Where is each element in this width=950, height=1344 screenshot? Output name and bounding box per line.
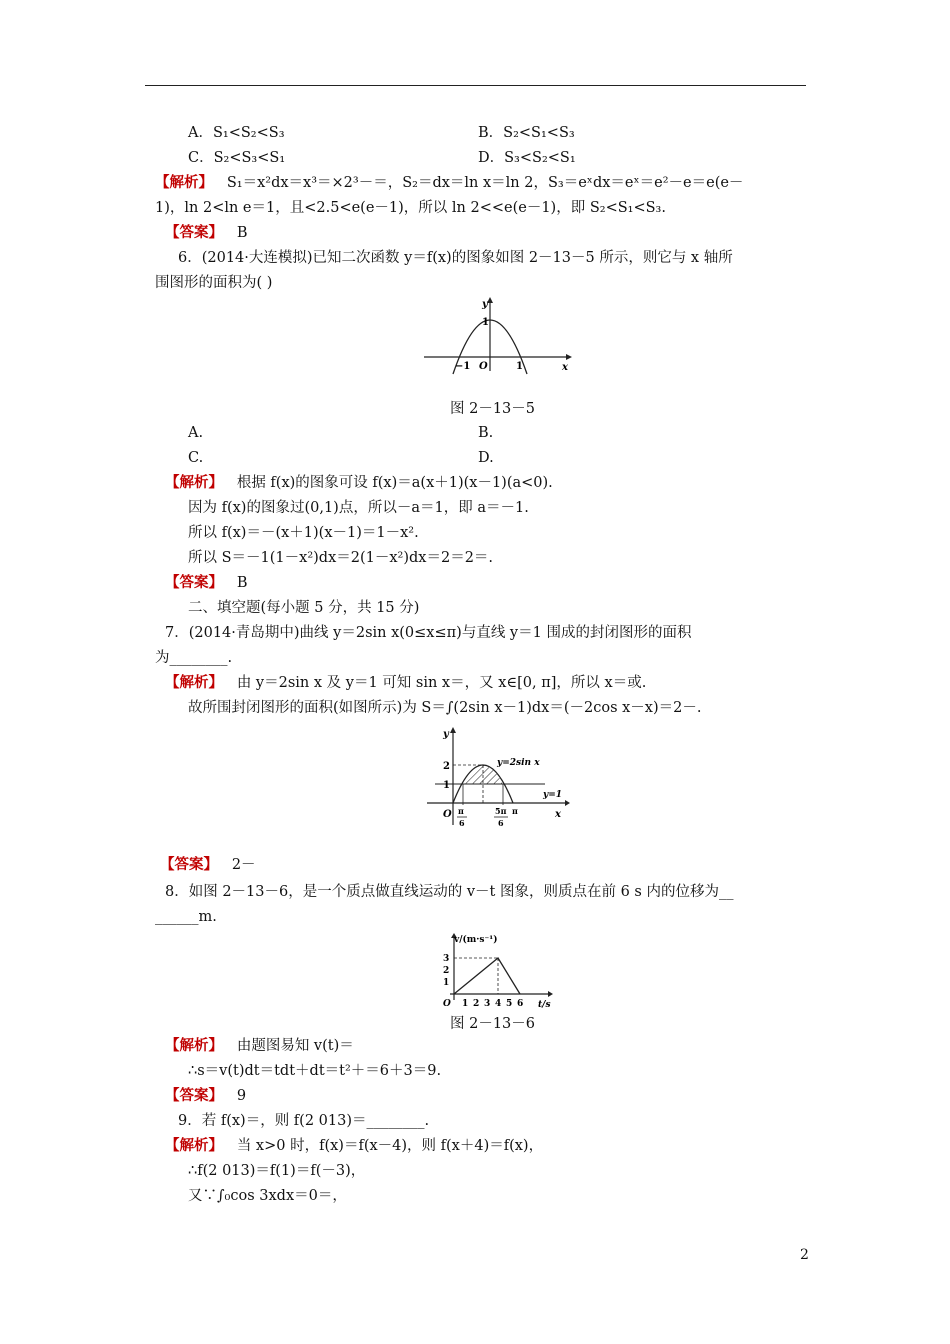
fivepi6-denominator: 6 bbox=[498, 818, 504, 828]
tick-top: 1 bbox=[482, 317, 489, 328]
q7-analysis-text-1: 由 y＝2sin x 及 y＝1 可知 sin x＝，又 x∈[0, π]，所以 x＝或. bbox=[236, 675, 647, 691]
v-tick-2: 2 bbox=[443, 966, 450, 976]
tick-1: 1 bbox=[443, 780, 450, 791]
q6-option-a: A. bbox=[188, 425, 204, 441]
q8-answer bbox=[165, 1087, 246, 1105]
q5-analysis-line-2: 1)，ln 2<ln e＝1，且<2.5<e(e－1)，所以 ln 2<<e(e－1)，即 S₂<S₁<S₃. bbox=[155, 200, 666, 216]
q6-analysis-text-1: 根据 f(x)的图象可设 f(x)＝a(x＋1)(x－1)(a<0). bbox=[236, 475, 553, 491]
q5-option-b: B．S₂<S₁<S₃ bbox=[478, 125, 575, 141]
x-axis-label: x bbox=[562, 362, 568, 373]
y-axis-arrow bbox=[450, 727, 456, 733]
t-tick-1: 1 bbox=[462, 999, 469, 1009]
q6-answer-value: B bbox=[236, 575, 248, 591]
q6-option-d: D. bbox=[478, 450, 494, 466]
q5-analysis-text-1: S₁＝x²dx＝x³＝×2³－＝，S₂＝dx＝ln x＝ln 2，S₃＝eˣdx＝eˣ＝e²－e＝e(e－ bbox=[226, 175, 744, 191]
analysis-tag: 【解析】 bbox=[165, 1037, 223, 1054]
q7-stem-line-1: 7．(2014·青岛期中)曲线 y＝2sin x(0≤x≤π)与直线 y＝1 围成的封闭图形的面积 bbox=[165, 625, 692, 641]
answer-tag: 【答案】 bbox=[160, 856, 218, 873]
q6-answer bbox=[165, 574, 247, 592]
velocity-line bbox=[454, 958, 520, 994]
origin-label: O bbox=[479, 361, 488, 372]
y-axis-label: y bbox=[482, 299, 488, 310]
q6-stem-line-1: 6．(2014·大连模拟)已知二次函数 y＝f(x)的图象如图 2－13－5 所示，则它与 x 轴所 bbox=[178, 250, 733, 266]
q7-analysis-line-1 bbox=[165, 674, 646, 692]
q7-answer bbox=[160, 856, 256, 874]
q9-analysis-line-2: ∴f(2 013)＝f(1)＝f(－3)， bbox=[188, 1163, 366, 1179]
q7-stem-line-2: 为________. bbox=[155, 650, 233, 666]
x-axis-arrow bbox=[566, 354, 572, 360]
q9-analysis-text-1: 当 x>0 时，f(x)＝f(x－4)，则 f(x＋4)＝f(x)， bbox=[236, 1138, 544, 1154]
y-axis-arrow bbox=[487, 297, 493, 303]
q8-analysis-text-1: 由题图易知 v(t)＝ bbox=[236, 1038, 354, 1054]
pi-label: π bbox=[512, 806, 518, 816]
v-axis-label: v/(m·s⁻¹) bbox=[454, 935, 498, 945]
q5-option-d: D．S₃<S₂<S₁ bbox=[478, 150, 576, 166]
section-title: 二、填空题(每小题 5 分，共 15 分) bbox=[188, 600, 420, 616]
y-axis-label: y bbox=[443, 729, 449, 740]
answer-tag: 【答案】 bbox=[165, 224, 223, 241]
q6-figure-caption: 图 2－13－5 bbox=[450, 401, 536, 417]
q8-figure-caption: 图 2－13－6 bbox=[450, 1016, 536, 1032]
q6-analysis-line-1 bbox=[165, 474, 553, 492]
q6-analysis-line-4: 所以 S＝－1(1－x²)dx＝2(1－x²)dx＝2＝2＝. bbox=[188, 550, 494, 566]
line-label: y=1 bbox=[543, 790, 563, 800]
q6-option-c: C. bbox=[188, 450, 204, 466]
q6-parabola-svg bbox=[420, 295, 572, 375]
x-axis-label: x bbox=[555, 809, 561, 820]
q6-option-b: B. bbox=[478, 425, 494, 441]
answer-tag: 【答案】 bbox=[165, 574, 223, 591]
header-rule bbox=[145, 85, 806, 86]
q7-answer-value: 2－ bbox=[231, 857, 256, 873]
curve-label: y=2sin x bbox=[497, 758, 540, 768]
v-tick-3: 3 bbox=[443, 954, 450, 964]
t-tick-6: 6 bbox=[517, 999, 524, 1009]
pi6-numerator: π bbox=[458, 806, 464, 816]
q5-answer-value: B bbox=[236, 225, 248, 241]
t-axis-label: t/s bbox=[538, 1000, 551, 1010]
q6-parabola-figure bbox=[420, 295, 572, 375]
q8-vt-svg bbox=[440, 930, 558, 1010]
tick-2: 2 bbox=[443, 761, 450, 772]
q8-vt-figure bbox=[440, 930, 558, 1010]
q8-stem-line-1: 8．如图 2－13－6，是一个质点做直线运动的 v－t 图象，则质点在前 6 s 内的位移为__ bbox=[165, 884, 734, 900]
analysis-tag: 【解析】 bbox=[165, 1137, 223, 1154]
q5-analysis-line-1 bbox=[155, 174, 743, 192]
q8-analysis-line-2: ∴s＝v(t)dt＝tdt＋dt＝t²＋＝6＋3＝9. bbox=[188, 1063, 442, 1079]
q9-analysis-line-1 bbox=[165, 1137, 543, 1155]
q8-answer-value: 9 bbox=[236, 1088, 247, 1104]
tick-left: −1 bbox=[455, 361, 471, 372]
analysis-tag: 【解析】 bbox=[165, 474, 223, 491]
q6-analysis-line-3: 所以 f(x)＝－(x＋1)(x－1)＝1－x². bbox=[188, 525, 419, 541]
q5-answer bbox=[165, 224, 247, 242]
t-tick-4: 4 bbox=[495, 999, 502, 1009]
q5-option-a: A．S₁<S₂<S₃ bbox=[188, 125, 285, 141]
q8-analysis-line-1 bbox=[165, 1037, 354, 1055]
tick-right: 1 bbox=[516, 361, 523, 372]
fivepi6-numerator: 5π bbox=[495, 806, 507, 816]
analysis-tag: 【解析】 bbox=[155, 174, 213, 191]
q8-stem-line-2: ______m. bbox=[155, 909, 217, 925]
q9-analysis-line-3: 又∵∫₀cos 3xdx＝0＝， bbox=[188, 1188, 347, 1204]
pi6-denominator: 6 bbox=[459, 818, 465, 828]
t-tick-5: 5 bbox=[506, 999, 513, 1009]
q5-option-c: C．S₂<S₃<S₁ bbox=[188, 150, 286, 166]
q7-analysis-line-2: 故所围封闭图形的面积(如图所示)为 S＝∫(2sin x－1)dx＝(－2cos x－x)＝2－. bbox=[188, 700, 702, 716]
v-tick-1: 1 bbox=[443, 978, 450, 988]
page-number: 2 bbox=[800, 1247, 809, 1263]
origin-label: O bbox=[443, 809, 452, 820]
t-tick-2: 2 bbox=[473, 999, 480, 1009]
answer-tag: 【答案】 bbox=[165, 1087, 223, 1104]
q9-stem: 9．若 f(x)＝，则 f(2 013)＝________. bbox=[178, 1113, 430, 1129]
x-axis-arrow bbox=[565, 800, 570, 806]
analysis-tag: 【解析】 bbox=[165, 674, 223, 691]
q6-analysis-line-2: 因为 f(x)的图象过(0,1)点，所以－a＝1，即 a＝－1. bbox=[188, 500, 529, 516]
t-tick-3: 3 bbox=[484, 999, 491, 1009]
q6-stem-line-2: 围图形的面积为( ) bbox=[155, 275, 273, 291]
origin-label: O bbox=[443, 999, 451, 1009]
q7-sine-figure bbox=[425, 725, 570, 833]
t-axis-arrow bbox=[548, 991, 553, 997]
q7-sine-svg bbox=[425, 725, 570, 833]
